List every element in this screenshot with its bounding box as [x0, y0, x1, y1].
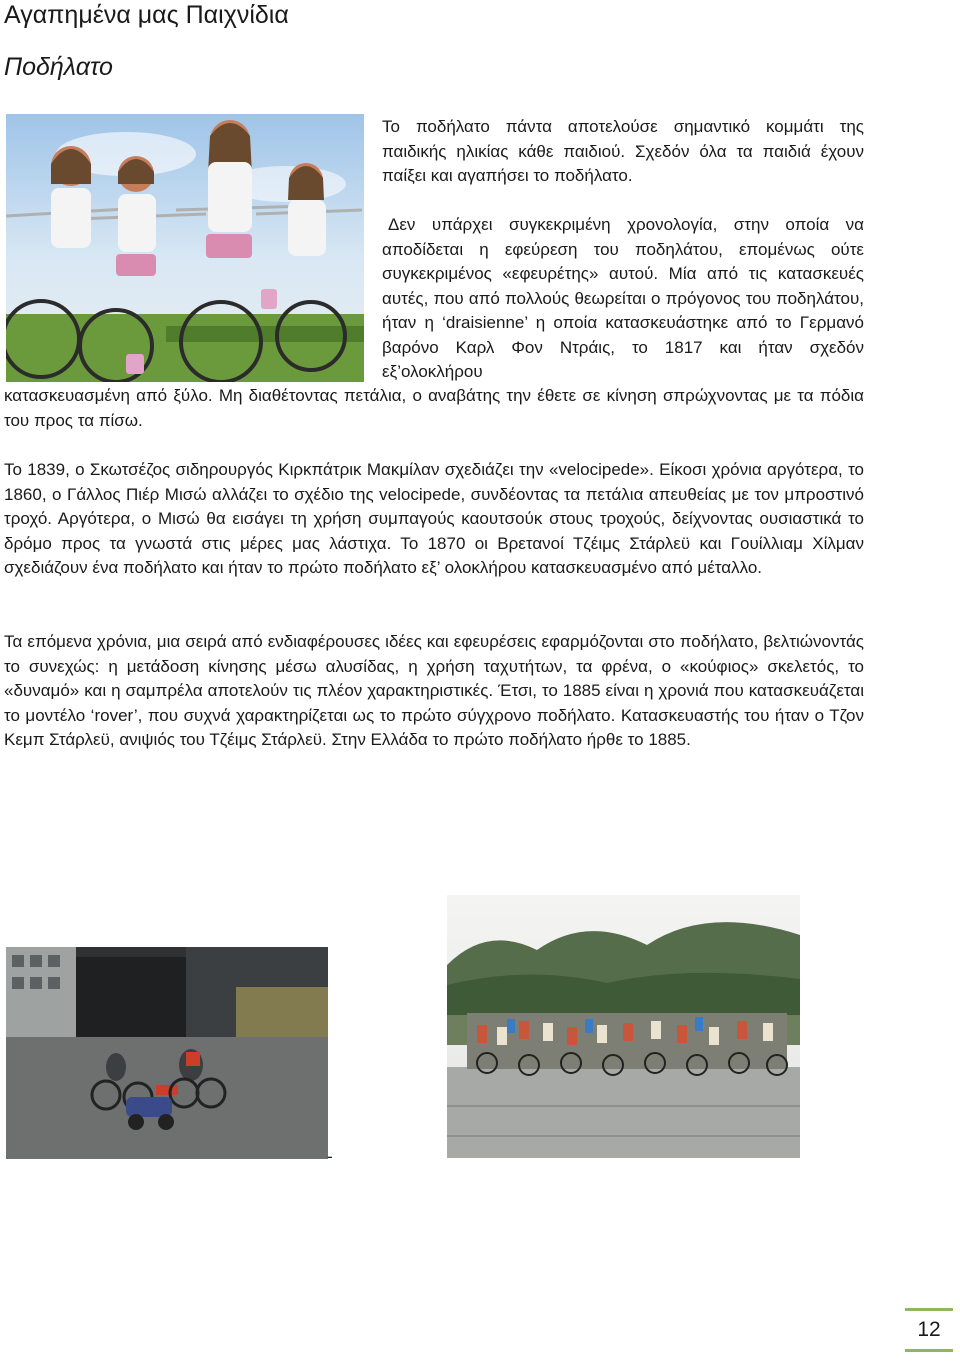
dash-mark: -	[327, 1147, 333, 1166]
intro-text-block	[382, 115, 864, 385]
page-number-box	[905, 1308, 953, 1352]
section-title: Ποδήλατο	[4, 53, 113, 81]
photo-bicycle-rally	[447, 895, 800, 1158]
page-number: 12	[917, 1318, 941, 1341]
photo-kids-on-bicycles	[6, 114, 364, 382]
history-later-paragraph: Τα επόμενα χρόνια, μια σειρά από ενδιαφέρουσες ιδέες και εφευρέσεις εφαρμόζονται στο ποδήλατο, βελτιώνοντάς το συνεχώς: η μετάδοση κίνησης μέσω αλυσίδας, η χρήση ταχυτήτων, τα φρένα, ο «κούφιος» σκελετός, το «δυναμό» και η σαμπρέλα αποτελούν τις πλέον χαρακτηριστικές. Έτσι, το 1885 είναι η χρονιά που κατασκευάζεται το μοντέλο ‘rover’, που συχνά χαρακτηρίζεται ως το πρώτο σύγχρονο ποδήλατο. Κατασκευαστής του ήταν ο Τζον Κεμπ Στάρλεϋ, ανιψιός του Τζέιμς Στάρλεϋ. Στην Ελλάδα το πρώτο ποδήλατο ήρθε το 1885.	[4, 632, 864, 749]
photo-children-on-street	[6, 947, 328, 1159]
intro-paragraph-2: Δεν υπάρχει συγκεκριμένη χρονολογία, στην οποία να αποδίδεται η εφεύρεση του ποδηλάτου, επομένως ούτε συγκεκριμένος «εφευρέτης» αυτού. Μία από τις κατασκευές αυτές, που από πολλούς θεωρείται ο πρόγονος του ποδηλάτου, ήταν η ‘draisienne’ η οποία κατασκευάστηκε από το Γερμανό βαρόνο Καρλ Φον Ντράις, το 1817 και ήταν σχεδόν εξ’ολοκλήρου	[382, 215, 864, 381]
history-1839-paragraph: Το 1839, ο Σκωτσέζος σιδηρουργός Κιρκπάτρικ Μακμίλαν σχεδιάζει την «velocipede». Είκοσι χρόνια αργότερα, το 1860, ο Γάλλος Πιέρ Μισώ αλλάζει το σχέδιο της velocipede, συνδέοντας τα πετάλια απευθείας με τον μπροστινό τροχό. Αργότερα, ο Μισώ θα εισάγει τη χρήση συμπαγούς καουτσούκ στους τροχούς, δείχνοντας ουσιαστικά το δρόμο προς τα γνωστά στις μέρες μας λάστιχα. Το 1870 οι Βρετανοί Τζέιμς Στάρλεϋ και Γουίλλιαμ Χίλμαν σχεδιάζουν ένα ποδήλατο και ήταν το πρώτο ποδήλατο εξ’ ολοκλήρου κατασκευασμένο από μέταλλο.	[4, 460, 864, 577]
intro-paragraph-1: Το ποδήλατο πάντα αποτελούσε σημαντικό κομμάτι της παιδικής ηλικίας κάθε παιδιού. Σχεδόν όλα τα παιδιά έχουν παίξει και αγαπήσει το ποδήλατο.	[382, 117, 864, 185]
page-heading: Αγαπημένα μας Παιχνίδια	[4, 1, 289, 29]
intro-paragraph-2-continuation: κατασκευασμένη από ξύλο. Μη διαθέτοντας πετάλια, ο αναβάτης την έθετε σε κίνηση σπρώχνοντας με τα πόδια του προς τα πίσω.	[4, 386, 864, 430]
